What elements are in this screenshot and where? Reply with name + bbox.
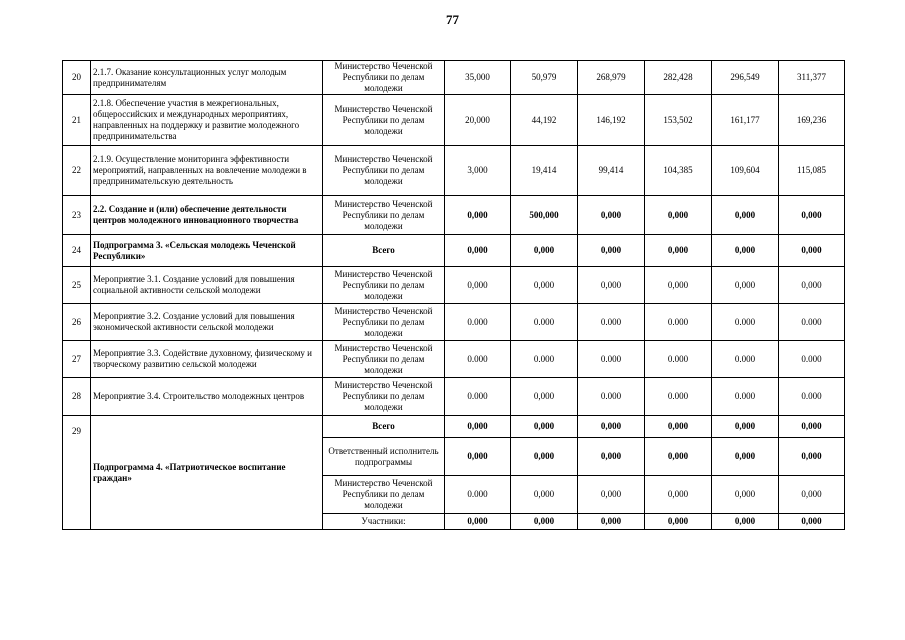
row-number: 20 xyxy=(63,61,91,95)
responsible-executor: Ответственный исполнитель подпрограммы xyxy=(323,438,445,476)
activity-name: Мероприятие 3.2. Создание условий для повышения экономической активности сельской молодежи xyxy=(91,304,323,341)
activity-name: 2.1.9. Осуществление мониторинга эффективности мероприятий, направленных на вовлечение молодежи в предпринимательскую деятельность xyxy=(91,146,323,196)
responsible-executor: Министерство Чеченской Республики по делам молодежи xyxy=(323,146,445,196)
budget-table xyxy=(62,60,845,530)
table-row xyxy=(63,378,845,416)
responsible-executor: Всего xyxy=(323,235,445,267)
funding-value: 0,000 xyxy=(712,196,779,235)
funding-value: 0.000 xyxy=(445,304,511,341)
funding-value: 50,979 xyxy=(511,61,578,95)
funding-value: 0,000 xyxy=(445,438,511,476)
table-row xyxy=(63,196,845,235)
funding-value: 0,000 xyxy=(445,235,511,267)
funding-value: 0,000 xyxy=(779,267,845,304)
table-row xyxy=(63,416,845,438)
funding-value: 296,549 xyxy=(712,61,779,95)
funding-value: 0.000 xyxy=(445,476,511,514)
activity-name: Мероприятие 3.1. Создание условий для повышения социальной активности сельской молодежи xyxy=(91,267,323,304)
table-row xyxy=(63,267,845,304)
funding-value: 0,000 xyxy=(645,196,712,235)
funding-value: 153,502 xyxy=(645,95,712,146)
funding-value: 500,000 xyxy=(511,196,578,235)
funding-value: 0,000 xyxy=(645,416,712,438)
funding-value: 20,000 xyxy=(445,95,511,146)
funding-value: 0,000 xyxy=(779,196,845,235)
activity-name: Мероприятие 3.3. Содействие духовному, физическому и творческому развитию сельской молодежи xyxy=(91,341,323,378)
funding-value: 0,000 xyxy=(511,476,578,514)
row-number: 24 xyxy=(63,235,91,267)
funding-value: 0.000 xyxy=(645,304,712,341)
responsible-executor: Министерство Чеченской Республики по делам молодежи xyxy=(323,304,445,341)
funding-value: 0,000 xyxy=(578,267,645,304)
funding-value: 282,428 xyxy=(645,61,712,95)
funding-value: 99,414 xyxy=(578,146,645,196)
table-row xyxy=(63,61,845,95)
activity-name: 2.2. Создание и (или) обеспечение деятельности центров молодежного инновационного творчества xyxy=(91,196,323,235)
funding-value: 0,000 xyxy=(578,235,645,267)
funding-value: 0.000 xyxy=(712,378,779,416)
funding-value: 0,000 xyxy=(712,235,779,267)
funding-value: 0,000 xyxy=(511,235,578,267)
table-row xyxy=(63,235,845,267)
funding-value: 0.000 xyxy=(645,341,712,378)
funding-value: 0,000 xyxy=(712,514,779,530)
funding-value: 0,000 xyxy=(645,438,712,476)
funding-value: 104,385 xyxy=(645,146,712,196)
row-number: 23 xyxy=(63,196,91,235)
funding-value: 0.000 xyxy=(712,341,779,378)
funding-value: 0,000 xyxy=(578,416,645,438)
funding-value: 0,000 xyxy=(712,267,779,304)
funding-value: 0.000 xyxy=(779,304,845,341)
responsible-executor: Министерство Чеченской Республики по делам молодежи xyxy=(323,95,445,146)
row-number: 28 xyxy=(63,378,91,416)
funding-value: 0,000 xyxy=(511,267,578,304)
funding-value: 0,000 xyxy=(645,235,712,267)
funding-value: 0,000 xyxy=(445,416,511,438)
funding-value: 35,000 xyxy=(445,61,511,95)
table-row xyxy=(63,341,845,378)
funding-value: 0,000 xyxy=(511,438,578,476)
funding-value: 0.000 xyxy=(578,341,645,378)
funding-value: 44,192 xyxy=(511,95,578,146)
funding-value: 0,000 xyxy=(712,438,779,476)
funding-value: 0.000 xyxy=(578,304,645,341)
funding-value: 0,000 xyxy=(445,514,511,530)
table-row xyxy=(63,304,845,341)
activity-name: Подпрограмма 3. «Сельская молодежь Чеченской Республики» xyxy=(91,235,323,267)
funding-value: 0.000 xyxy=(511,304,578,341)
responsible-executor: Министерство Чеченской Республики по делам молодежи xyxy=(323,378,445,416)
row-number: 22 xyxy=(63,146,91,196)
funding-value: 0.000 xyxy=(779,378,845,416)
funding-value: 0.000 xyxy=(511,341,578,378)
funding-value: 0.000 xyxy=(445,378,511,416)
funding-value: 0.000 xyxy=(712,304,779,341)
funding-value: 169,236 xyxy=(779,95,845,146)
funding-value: 161,177 xyxy=(712,95,779,146)
funding-value: 0,000 xyxy=(445,267,511,304)
funding-value: 109,604 xyxy=(712,146,779,196)
responsible-executor: Всего xyxy=(323,416,445,438)
funding-value: 0.000 xyxy=(578,378,645,416)
funding-value: 0,000 xyxy=(578,196,645,235)
funding-value: 0,000 xyxy=(445,196,511,235)
responsible-executor: Участники: xyxy=(323,514,445,530)
funding-value: 0,000 xyxy=(645,514,712,530)
funding-value: 0.000 xyxy=(445,341,511,378)
funding-value: 0,000 xyxy=(779,416,845,438)
responsible-executor: Министерство Чеченской Республики по делам молодежи xyxy=(323,341,445,378)
responsible-executor: Министерство Чеченской Республики по делам молодежи xyxy=(323,196,445,235)
funding-value: 0,000 xyxy=(779,476,845,514)
table-row xyxy=(63,95,845,146)
funding-value: 115,085 xyxy=(779,146,845,196)
row-number: 25 xyxy=(63,267,91,304)
funding-value: 19,414 xyxy=(511,146,578,196)
funding-value: 146,192 xyxy=(578,95,645,146)
funding-value: 0,000 xyxy=(712,416,779,438)
table-body xyxy=(63,61,845,530)
funding-value: 0,000 xyxy=(511,378,578,416)
funding-value: 3,000 xyxy=(445,146,511,196)
activity-name: 2.1.7. Оказание консультационных услуг молодым предпринимателям xyxy=(91,61,323,95)
funding-value: 0,000 xyxy=(578,514,645,530)
funding-value: 0.000 xyxy=(645,378,712,416)
table-row xyxy=(63,146,845,196)
funding-value: 0,000 xyxy=(779,235,845,267)
funding-value: 0,000 xyxy=(578,438,645,476)
funding-value: 0,000 xyxy=(779,438,845,476)
activity-name: Мероприятие 3.4. Строительство молодежных центров xyxy=(91,378,323,416)
row-number: 27 xyxy=(63,341,91,378)
funding-value: 0,000 xyxy=(511,416,578,438)
funding-value: 268,979 xyxy=(578,61,645,95)
row-number: 29 xyxy=(63,416,91,530)
responsible-executor: Министерство Чеченской Республики по делам молодежи xyxy=(323,267,445,304)
subprogram-name: Подпрограмма 4. «Патриотическое воспитание граждан» xyxy=(91,416,323,530)
responsible-executor: Министерство Чеченской Республики по делам молодежи xyxy=(323,61,445,95)
funding-value: 0.000 xyxy=(779,341,845,378)
funding-value: 0,000 xyxy=(645,267,712,304)
responsible-executor: Министерство Чеченской Республики по делам молодежи xyxy=(323,476,445,514)
funding-value: 0,000 xyxy=(712,476,779,514)
funding-value: 311,377 xyxy=(779,61,845,95)
funding-value: 0,000 xyxy=(511,514,578,530)
row-number: 21 xyxy=(63,95,91,146)
activity-name: 2.1.8. Обеспечение участия в межрегиональных, общероссийских и международных мероприятиях, направленных на поддержку и развитие молодежного предпринимательства xyxy=(91,95,323,146)
funding-value: 0,000 xyxy=(578,476,645,514)
funding-value: 0,000 xyxy=(779,514,845,530)
funding-value: 0,000 xyxy=(645,476,712,514)
page-number: 77 xyxy=(446,12,459,27)
row-number: 26 xyxy=(63,304,91,341)
